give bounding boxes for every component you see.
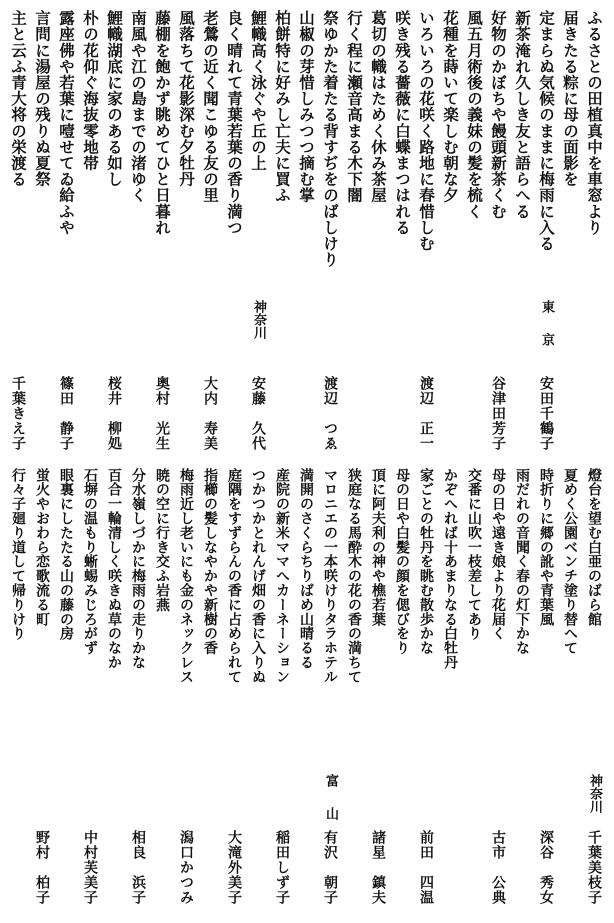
haiku-column (222, 468, 246, 916)
author-name: 大滝外美子 (226, 830, 242, 905)
haiku-text: かぞへれば十あまりなる白牡丹 (442, 468, 458, 670)
haiku-column (558, 468, 582, 916)
haiku-text: 庭隅をすずらんの香に占められて (226, 468, 242, 684)
region-label: 神奈川 (587, 774, 602, 813)
haiku-text: 葛切の幟はためく休み茶屋 (369, 10, 388, 204)
haiku-column (366, 468, 390, 916)
haiku-text: 眼裏にしたたる山の藤の房 (58, 468, 74, 641)
haiku-text: 頂に阿夫利の神や樵若葉 (370, 468, 386, 627)
haiku-text: 百合一輪清しく咲きぬ草のなか (106, 468, 122, 670)
haiku-column (390, 468, 414, 916)
author-name: 大内 寿美 (202, 376, 218, 451)
author-name: 安田千鶴子 (538, 376, 554, 451)
region-label: 富山 (323, 774, 338, 840)
haiku-column (102, 10, 126, 450)
haiku-column (54, 10, 78, 450)
haiku-column (414, 468, 438, 916)
haiku-column (270, 10, 294, 450)
author-name: 諸星 鎮夫 (370, 830, 386, 905)
author-name: 前田 四温 (418, 830, 434, 905)
haiku-text: 朴の花仰ぐ海抜零地帯 (81, 10, 100, 171)
haiku-text: 家ごとの牡丹を眺む散歩かな (418, 468, 434, 656)
author-name: 野村 柏子 (34, 830, 50, 905)
haiku-column (534, 468, 558, 916)
haiku-column (6, 468, 30, 916)
haiku-text: 風落ちて花影深む夕牡丹 (177, 10, 196, 188)
haiku-text: 雨だれの音聞く春の灯下かな (514, 468, 530, 656)
author-name: 渡辺 正一 (418, 376, 434, 451)
author-name: 潟口かつみ (178, 830, 194, 905)
haiku-column (438, 10, 462, 450)
haiku-text: 燈台を望む白亜のばら館 (586, 468, 602, 627)
haiku-column (510, 468, 534, 916)
author-name: 渡辺 つゑ (322, 376, 338, 451)
haiku-column (198, 10, 222, 450)
haiku-text: 鯉幟高く泳ぐや丘の上 (249, 10, 268, 171)
haiku-text: 行く程に瀬音高まる木下闇 (345, 10, 364, 204)
haiku-text: 時折りに郷の訛や青葉風 (538, 468, 554, 627)
haiku-column (102, 468, 126, 916)
haiku-column (438, 468, 462, 916)
haiku-column (342, 10, 366, 450)
author-name: 篠田 静子 (58, 376, 74, 451)
author-name: 中村芙美子 (82, 830, 98, 905)
haiku-text: いろいろの花咲く路地に春惜しむ (417, 10, 436, 252)
haiku-column (78, 10, 102, 450)
haiku-column (318, 10, 342, 450)
haiku-column (222, 10, 246, 450)
author-name: 稲田しず子 (274, 830, 290, 905)
haiku-column (558, 10, 582, 450)
haiku-column (462, 10, 486, 450)
haiku-text: 咲き残る薔薇に白蝶まつはれる (393, 10, 412, 236)
haiku-text: 風五月術後の義妹の髪を梳く (465, 10, 484, 220)
author-name: 千葉美枝子 (586, 830, 602, 905)
haiku-column (30, 468, 54, 916)
haiku-text: 花種を蒔いて楽しむ朝な夕 (441, 10, 460, 204)
haiku-column (582, 468, 606, 916)
haiku-text: 柏餅特に好みし亡夫に買ふ (273, 10, 292, 204)
haiku-text: ふるさとの田植真中を車窓より (585, 10, 604, 236)
haiku-text: 産院の新米ママへカーネーション (274, 468, 290, 684)
haiku-text: 山椒の芽惜しみつつ摘む掌 (297, 10, 316, 204)
haiku-column (390, 10, 414, 450)
haiku-text: 鯉幟湖底に家のある如し (105, 10, 124, 188)
author-name: 桜井 柳処 (106, 376, 122, 451)
haiku-column (342, 468, 366, 916)
author-name: 相良 浜子 (130, 830, 146, 905)
haiku-column (414, 10, 438, 450)
haiku-column (318, 468, 342, 916)
haiku-column (582, 10, 606, 450)
haiku-column (150, 468, 174, 916)
author-name: 有沢 朝子 (322, 830, 338, 905)
haiku-text: 好物のかぼちや饅頭新茶くむ (489, 10, 508, 220)
haiku-column (126, 468, 150, 916)
haiku-text: 夏めく公園ベンチ塗り替へて (562, 468, 578, 656)
lower-haiku-block (6, 468, 606, 916)
haiku-text: 藤棚を飽かず眺めてひと日暮れ (153, 10, 172, 236)
haiku-text: 交番に山吹一枝差してあり (466, 468, 482, 641)
haiku-column (78, 468, 102, 916)
haiku-text: 露座佛や若葉に噎せてゐ給ふや (57, 10, 76, 236)
haiku-text: 満開のさくらちりばめ山晴るる (298, 468, 314, 670)
author-name: 奥村 光生 (154, 376, 170, 451)
haiku-text: 老鶯の近く聞こゆる友の里 (201, 10, 220, 204)
haiku-column (150, 10, 174, 450)
author-name: 千葉きえ子 (10, 376, 26, 451)
haiku-text: 祭ゆかた着たる背すぢをのばしけり (321, 10, 340, 268)
haiku-text: 主と云ふ青大将の栄渡る (9, 10, 28, 188)
author-name: 安藤 久代 (250, 376, 266, 451)
haiku-column (270, 468, 294, 916)
haiku-column (198, 468, 222, 916)
haiku-text: 指櫛の髪しなやかや新樹の香 (202, 468, 218, 656)
haiku-column (54, 468, 78, 916)
haiku-text: 行々子廻り道して帰りけり (10, 468, 26, 641)
haiku-column (294, 10, 318, 450)
haiku-text: マロニエの一本咲けりタラホテル (322, 468, 338, 684)
haiku-text: 南風や江の島までの渚ゆく (129, 10, 148, 204)
haiku-text: 蛍火やおわら恋歌流る町 (34, 468, 50, 627)
haiku-text: 良く晴れて青葉若葉の香り満つ (225, 10, 244, 236)
haiku-text: 届きたる粽に母の面影を (561, 10, 580, 188)
region-label: 神奈川 (251, 300, 266, 339)
author-name: 谷津田芳子 (490, 376, 506, 451)
haiku-text: 石塀の温もり蜥蜴みじろがず (82, 468, 98, 656)
haiku-text: つかつかとれんげ畑の香に入りぬ (250, 468, 266, 684)
upper-haiku-block (6, 10, 606, 450)
haiku-text: 言問に湯屋の残りぬ夏祭 (33, 10, 52, 188)
haiku-column (486, 10, 510, 450)
haiku-text: 分水嶺しづかに梅雨の走りかな (130, 468, 146, 670)
haiku-column (366, 10, 390, 450)
author-name: 深谷 秀女 (538, 830, 554, 905)
author-name: 古市 公典 (490, 830, 506, 905)
haiku-column (294, 468, 318, 916)
haiku-text: 母の日や白髪の顔を偲びをり (394, 468, 410, 656)
haiku-column (126, 10, 150, 450)
haiku-text: 定まらぬ気候のままに梅雨に入る (537, 10, 556, 252)
haiku-text: 母の日や遠き娘より花届く (490, 468, 506, 641)
haiku-column (534, 10, 558, 450)
haiku-column (174, 10, 198, 450)
haiku-text: 新茶淹れ久しき友と語らへる (513, 10, 532, 220)
haiku-text: 梅雨近し老いにも金のネックレス (178, 468, 194, 684)
haiku-text: 狭庭なる馬酔木の花の香の満ちて (346, 468, 362, 684)
haiku-text: 暁の空に行き交ふ岩燕 (154, 468, 170, 612)
haiku-column (246, 10, 270, 450)
haiku-column (510, 10, 534, 450)
haiku-column (486, 468, 510, 916)
haiku-column (246, 468, 270, 916)
haiku-column (174, 468, 198, 916)
region-label: 東京 (539, 300, 554, 366)
haiku-column (6, 10, 30, 450)
haiku-column (462, 468, 486, 916)
haiku-column (30, 10, 54, 450)
